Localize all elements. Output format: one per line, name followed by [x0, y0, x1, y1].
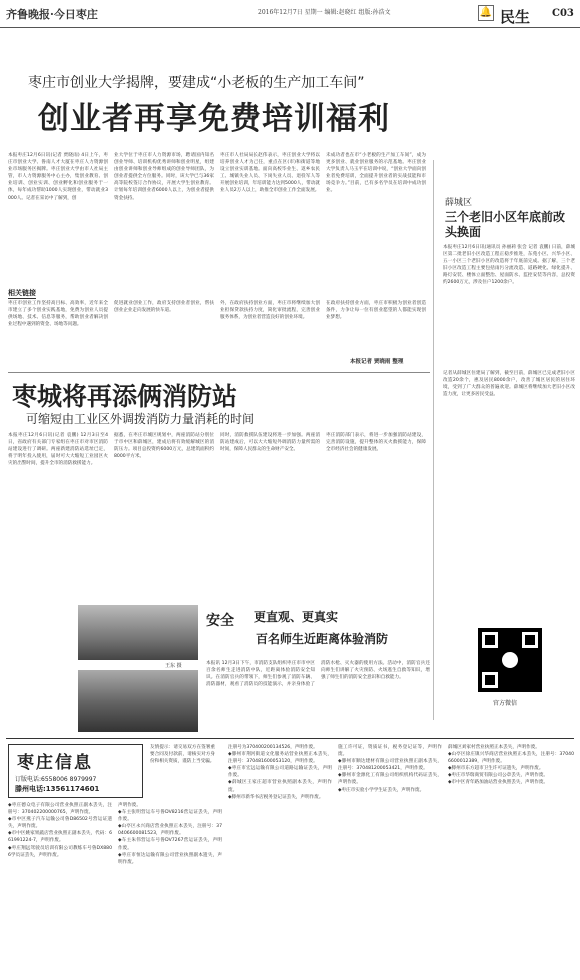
related-col1: 枣庄市创业工作坚持高目标、高效率，近年来全市建立了多个创业实践基地，免费为创业人员提供场地、技术、信息等服务，帮助创业者解决创业过程中遇到的资金、场地等问题。: [8, 301, 108, 328]
qr-code: [478, 628, 542, 692]
story2-col1: 本报枣庄12月6日讯(记者 袁鹏) 12月3日至4日，省政府有关部门专家组在枣庄市对市区消防站建设进行了调研。两座新建消防站选址已定，将于明年投入使用，届时可大大缩短工业园区火灾的出警时间，提升全市的消防救援能力。: [8, 433, 108, 467]
story3-title1: 更直观、更真实: [254, 610, 339, 624]
photo-caption: 王东 摄: [165, 663, 182, 669]
story1-col3: 枣庄市人社局局长赵伟表示，枣庄创业大学将以培养创业人才为己任，重点在区(市)和街道等地设立创业实训基地。面向高校毕业生、返乡农民工、城镇失业人员、下岗失业人员、退役军人等开展创业培训，年培训能力达到5000人，带动就业人员2万人以上，助推全市创业工作全面发展。: [220, 153, 320, 194]
classifieds-divider: [6, 738, 574, 739]
sidebar-title: 三个老旧小区年底前改头换面: [445, 210, 566, 239]
sidebar-divider: [433, 160, 434, 720]
classifieds-phone2: 滕州电话:13561174601: [15, 785, 100, 793]
story1-col1: 本报枣庄12月6日讯(记者 贾晓雨) 4日上午，枣庄市创业大学、鲁南人才大厦在枣庄人力资源创业市场服务区揭牌。枣庄创业大学由市人社局主管，市人力资源服务中心主办，集创业教育、创业培训、创业实训、创业孵化和创业服务于一体，每年成功帮助1000人实现创业，带动就业3000人。记者在采访中了解到，创: [8, 153, 108, 201]
classifieds-items1: ◆枣庄德众电子有限公司营业执照正副本丢失，注册号：370402200000765，声明作废。 ◆市中区燕子汽车运输公司鲁D86502号营运证遗失，声明作废。 ◆市中区姚家果蔬店营业执照正副本丢失，代码：661991224-7，声明作废。 ◆枣庄翔远驾驶员培训有限公司教练车号鲁DX8806学员证丢失，声明作废。: [8, 803, 112, 858]
students-photo: [78, 670, 198, 732]
issue-meta: 2016年12月7日 星期一 编辑:赵晓红 组版:孙浩文: [258, 9, 391, 16]
classifieds-items3: 注册号为370400200134526，声明作废。 ◆滕州市荆河街道文化服务站营业执照正本丢失，注册号：370481600053120，声明作废。 ◆枣庄市宏远运输有限公司道路运输证丢失，声明作废。 ◆薛城区王家庄超市营业执照副本丢失，声明作废。 ◆滕州市新华书店税务登记证丢失，声明作废。: [228, 745, 332, 800]
story2-subhead: 可缩短由工业区外调拨消防力量消耗的时间: [26, 412, 255, 426]
newspaper-logo: 齐鲁晚报·今日枣庄: [6, 8, 98, 21]
classifieds-phone1: 订版电话:6558006 8979997: [15, 776, 97, 783]
fire-training-photo: [78, 605, 198, 660]
page-header: [0, 0, 580, 28]
related-reporter: 本报记者 贾晓雨 整理: [350, 359, 404, 365]
story1-col4: 未成功者也在市“小老板的生产加工车间”，成为更多创业、就业创业服务的示范基地。枣庄创业大学负责人马玉平在培训中说，“创业大学面向创业者免费培训，全面提升创业者的实战技能和市场竞争力。”目前，已有多名学员在培训中成功创业。: [326, 153, 426, 194]
sidebar-body: 本报枣庄12月6日讯(通讯员 孙丽莉 张会 记者 袁鹏) 日前，薛城区第二批老旧小区改造工程正稳步推进，东苑小区、兴华小区、五一小区三个老旧小区的改造将于年底前完成。据了解，三个老旧小区改造工程主要包括雨污分流改造、道路硬化、绿化提升、路灯安装、楼体立面整治、屋面防水、监控安装等内容，总投资约2600万元，涉及住户1200余户。: [443, 245, 575, 286]
sidebar-body2: 记者从薛城区住建局了解到，截至目前，薛城区已完成老旧小区改造20余个，惠及居民8000余户，改善了城区居民的居住环境，受到了广大群众的普遍欢迎。薛城区将继续加大老旧小区改造力度，让更多居民受益。: [443, 371, 575, 398]
divider: [8, 372, 430, 373]
bell-icon: 🔔: [478, 5, 494, 21]
related-col2: 促进就业创业工作，政府支持创业者创业，帮扶创业企业走向发展的快车道。: [114, 301, 214, 314]
classifieds-title: 枣庄信息: [17, 753, 93, 773]
classifieds-items4: 施工许可证，资质证书，税务登记证等，声明作废。 ◆滕州市顺达建材有限公司营业执照正副本丢失，注册号：370481200053421，声明作废。 ◆滕州市金源化工有限公司组织机构代码证丢失，声明作废。 ◆枣庄市实验小学学生证丢失，声明作废。: [338, 745, 442, 793]
classifieds-items5: 薛城区刘家村营业执照正本丢失，声明作废。 ◆山亭区徐庄镇兴华商店营业执照正本丢失，注册号：370406600012389，声明作废。 ◆滕州市东方超市卫生许可证遗失，声明作废。 ◆枣庄市华瑞商贸有限公司公章丢失，声明作废。 ◆市中区青年路加油站营业执照丢失，声明作废。: [448, 745, 574, 786]
page-number: C03: [552, 8, 574, 19]
story1-col2: 业大学位于枣庄市人力资源市场，聘请国内知名创业导师、培训机构优秀讲师和创业明星，组建由创业讲师和创业导师组成的创业导师团队，为创业者提供全方位服务。同时，该大学已与36家高等院校签订合作协议，开展大学生创业教育。计划每年培训创业者6000人以上，为创业者提供资金扶持。: [114, 153, 214, 201]
story2-col2: 据悉，在枣庄市城区规划中，两座消防站分别位于市中区和薛城区，建成后将有效缓解城区的消防压力。项目总投资约6000万元，总建筑面积约8000平方米。: [114, 433, 214, 460]
qr-caption: 官方微信: [493, 700, 518, 707]
story2-col4: 枣庄消防部门表示，将进一步加强消防站建设，完善消防设施，提升整体的灭火救援能力，保障全市经济社会的健康发展。: [326, 433, 426, 453]
story1-headline: 创业者再享免费培训福利: [38, 101, 390, 137]
sidebar-district: 薛城区: [445, 198, 473, 208]
story3-body: 本报讯 12月3日下午，市消防支队组织枣庄市市中区百余名师生走进消防中队，近距离体验消防安全知识。在消防官兵的带领下，师生们参观了消防车辆、消防器材，观看了消防员的技能演示，并亲身体验了消防水枪、灭火器的使用方法。活动中，消防官兵还向师生们讲解了火灾预防、火场逃生自救等知识，增强了师生们的消防安全意识和自救能力。: [206, 661, 430, 688]
story1-kicker: 枣庄市创业大学揭牌，要建成“小老板的生产加工车间”: [28, 75, 365, 91]
story3-banner: 安全: [206, 613, 234, 629]
story2-col3: 同时，消防救援队伍建设将进一步加强。两座消防站建成后，可以大大缩短外调消防力量所需的时间，保障人民群众的生命财产安全。: [220, 433, 320, 453]
related-col4: 在政府扶持创业方面，枣庄市积极为创业者创造条件，力争让每一位有创业愿望的人都能实现创业梦想。: [326, 301, 426, 321]
classifieds-items2: 声明作废。 ◆车主张明营运车号鲁DV8216营运证丢失，声明作废。 ◆山亭区永兴商店营业执照正本丢失，注册号：370406600081523，声明作废。 ◆车主朱伟营运车号鲁DV7267营运证丢失，声明作废。 ◆枣庄市恒达运输有限公司营业执照副本遗失，声明作废。: [118, 803, 222, 865]
classifieds-box: [8, 744, 143, 798]
related-label: 相关链接: [8, 289, 36, 297]
related-col3: 外，在政府扶持创业方面，枣庄市将继续加大创业担保贷款扶持力度，简化审批流程，完善创业服务体系，为创业者营造良好的创业环境。: [220, 301, 320, 321]
story2-headline: 枣城将再添俩消防站: [12, 382, 238, 411]
classifieds-note: 友情提示：请交易双方在签署重要合同及付款前，请核实对方身份和相关资质，谨防上当受骗。: [150, 745, 215, 765]
story3-title2: 百名师生近距离体验消防: [256, 632, 389, 646]
section-title: 民生: [500, 8, 531, 26]
